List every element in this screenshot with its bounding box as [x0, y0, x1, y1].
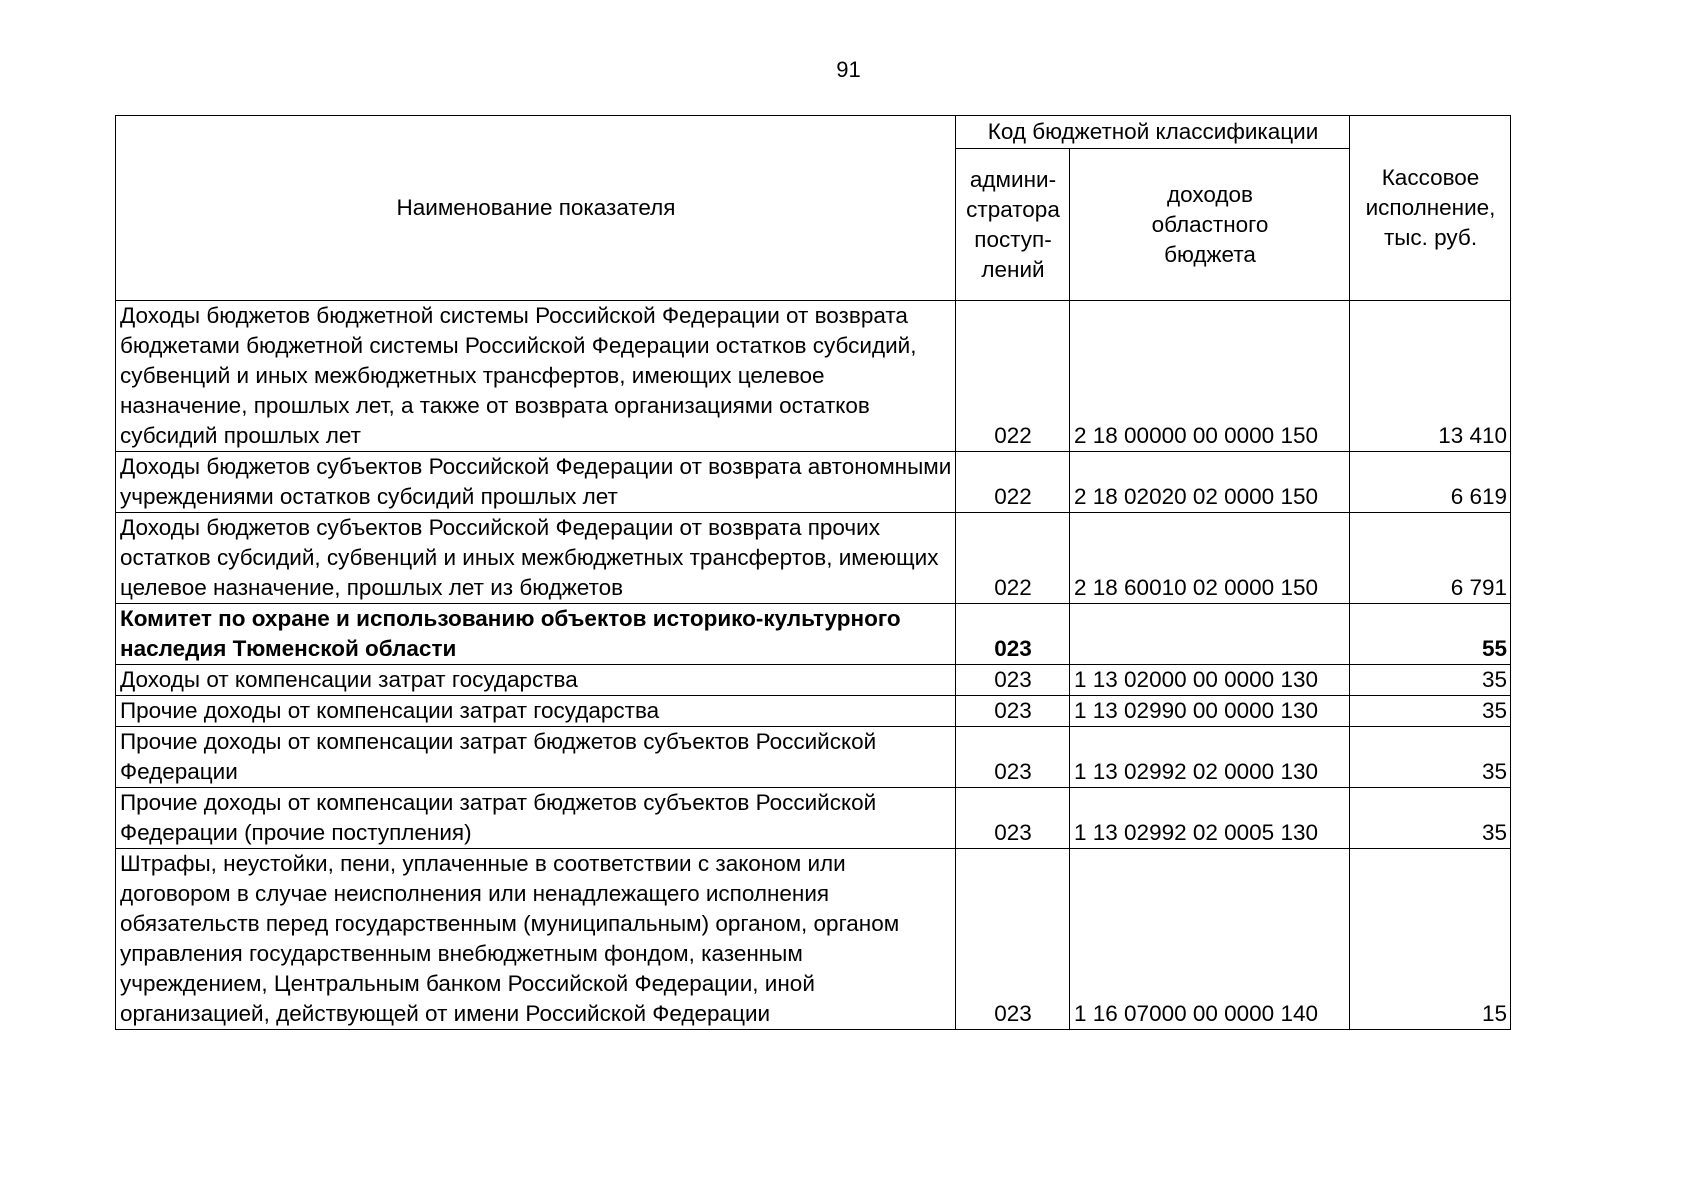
row-indicator-name: Прочие доходы от компенсации затрат государства [116, 696, 956, 727]
header-cash-execution-label: Кассовое исполнение, тыс. руб. [1365, 165, 1496, 250]
row-budget-code: 1 13 02000 00 0000 130 [1070, 665, 1350, 696]
row-cash-execution: 35 [1350, 665, 1511, 696]
row-indicator-name: Штрафы, неустойки, пени, уплаченные в соответствии с законом или договором в случае неисполнения или ненадлежащего исполнения обязательств перед государственным (муниципальным) органом, органом управления государственным внебюджетным фондом, казенным учреждением, Центральным банком Российской Федерации, иной организацией, действующей от имени Российской Федерации [116, 849, 956, 1030]
row-budget-code: 1 13 02992 02 0000 130 [1070, 727, 1350, 788]
row-administrator-code: 022 [956, 452, 1070, 513]
row-indicator-name: Прочие доходы от компенсации затрат бюджетов субъектов Российской Федерации [116, 727, 956, 788]
header-regional-budget-revenue [1070, 149, 1350, 301]
table-row [116, 452, 1511, 513]
header-administrator-label: админи- стратора поступ- лений [966, 166, 1060, 282]
row-indicator-name: Доходы бюджетов бюджетной системы Российской Федерации от возврата бюджетами бюджетной системы Российской Федерации остатков субсидий, субвенций и иных межбюджетных трансфертов, имеющих целевое назначение, прошлых лет, а также от возврата организациями остатков субсидий прошлых лет [116, 301, 956, 452]
header-administrator [956, 149, 1070, 301]
table-row [116, 513, 1511, 604]
table-header [116, 116, 1511, 301]
header-regional-budget-revenue-label: доходов областного бюджета [1151, 181, 1269, 267]
row-administrator-code: 023 [956, 665, 1070, 696]
row-budget-code [1070, 604, 1350, 665]
page-number: 91 [836, 57, 861, 82]
header-indicator-name: Наименование показателя [116, 116, 956, 301]
row-indicator-name: Доходы бюджетов субъектов Российской Федерации от возврата автономными учреждениями остатков субсидий прошлых лет [116, 452, 956, 513]
row-budget-code: 1 16 07000 00 0000 140 [1070, 849, 1350, 1030]
row-budget-code: 2 18 60010 02 0000 150 [1070, 513, 1350, 604]
table-row [116, 665, 1511, 696]
row-administrator-code: 023 [956, 788, 1070, 849]
header-budget-classification-code: Код бюджетной классификации [956, 116, 1350, 149]
table-row [116, 696, 1511, 727]
table-row [116, 727, 1511, 788]
row-cash-execution: 55 [1350, 604, 1511, 665]
row-cash-execution: 6 791 [1350, 513, 1511, 604]
budget-revenue-table [115, 115, 1511, 1030]
row-budget-code: 1 13 02992 02 0005 130 [1070, 788, 1350, 849]
table-row-committee [116, 604, 1511, 665]
table-row [116, 849, 1511, 1030]
header-row-top [116, 116, 1511, 149]
header-cash-execution [1350, 116, 1511, 301]
row-budget-code: 1 13 02990 00 0000 130 [1070, 696, 1350, 727]
row-cash-execution: 6 619 [1350, 452, 1511, 513]
row-administrator-code: 022 [956, 513, 1070, 604]
row-cash-execution: 35 [1350, 788, 1511, 849]
row-budget-code: 2 18 02020 02 0000 150 [1070, 452, 1350, 513]
row-administrator-code: 023 [956, 727, 1070, 788]
row-administrator-code: 022 [956, 301, 1070, 452]
row-indicator-name: Доходы бюджетов субъектов Российской Федерации от возврата прочих остатков субсидий, субвенций и иных межбюджетных трансфертов, имеющих целевое назначение, прошлых лет из бюджетов [116, 513, 956, 604]
table-row [116, 788, 1511, 849]
row-administrator-code: 023 [956, 849, 1070, 1030]
row-cash-execution: 35 [1350, 696, 1511, 727]
row-budget-code: 2 18 00000 00 0000 150 [1070, 301, 1350, 452]
row-cash-execution: 15 [1350, 849, 1511, 1030]
row-indicator-name: Прочие доходы от компенсации затрат бюджетов субъектов Российской Федерации (прочие поступления) [116, 788, 956, 849]
row-indicator-name: Комитет по охране и использованию объектов историко-культурного наследия Тюменской области [116, 604, 956, 665]
row-indicator-name: Доходы от компенсации затрат государства [116, 665, 956, 696]
table-row [116, 301, 1511, 452]
table-body [116, 301, 1511, 1030]
row-cash-execution: 35 [1350, 727, 1511, 788]
row-administrator-code: 023 [956, 696, 1070, 727]
row-administrator-code: 023 [956, 604, 1070, 665]
row-cash-execution: 13 410 [1350, 301, 1511, 452]
